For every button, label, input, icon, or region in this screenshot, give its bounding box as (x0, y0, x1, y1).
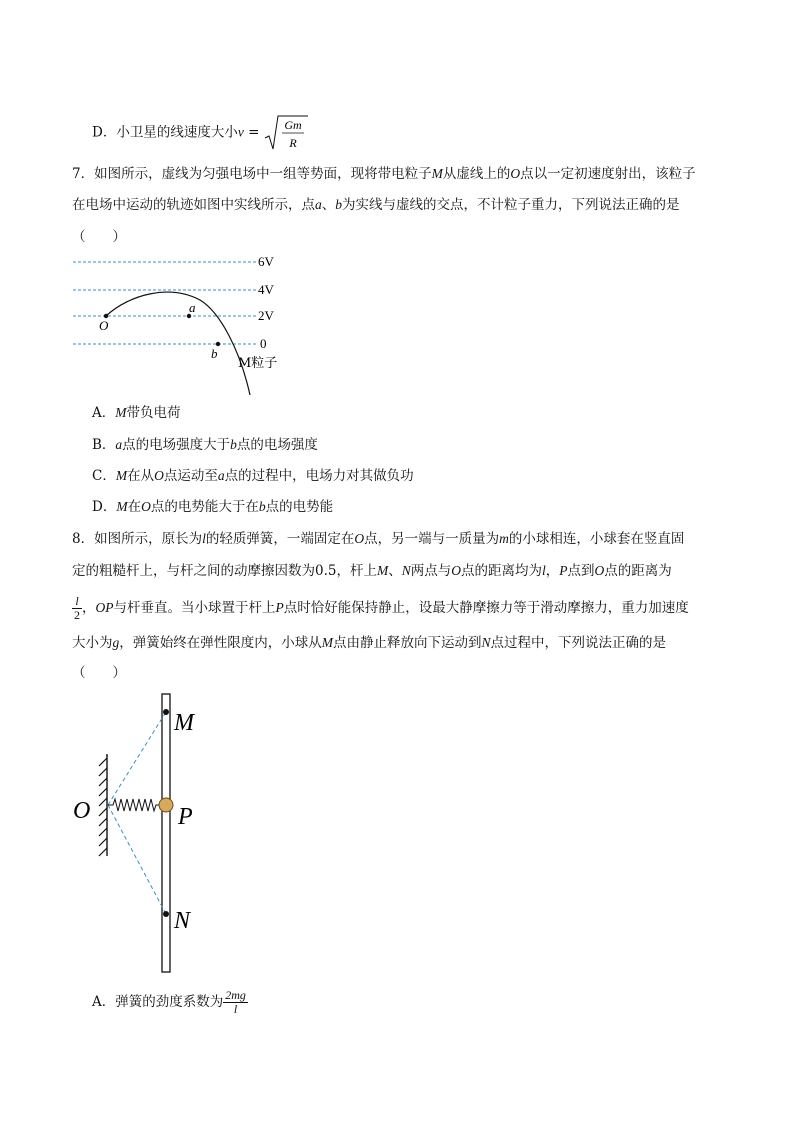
label-o: O (73, 798, 91, 824)
option-prefix: A． (92, 405, 116, 421)
option-text: 点的电势能大于在 (150, 499, 259, 515)
q7-line-1 (72, 165, 696, 183)
option-prefix: B． (92, 437, 116, 453)
q8-line-4 (72, 634, 666, 652)
q6-option-d-label: D．小卫星的线速度大小 (92, 124, 238, 141)
q8-text: 点的距离均为 (461, 563, 542, 579)
q7-text: 为实线与虚线的交点，不计粒子重力，下列说法正确的是 (342, 197, 680, 213)
option-var: a (217, 468, 225, 483)
option-var: a (115, 437, 123, 452)
frac-num: 2mg (225, 988, 246, 1002)
q8-var-n: N (401, 563, 411, 578)
option-var: O (154, 468, 164, 483)
option-text: 点运动至 (163, 468, 218, 484)
q6-frac-den: R (289, 136, 297, 150)
wall-hatch-icon (99, 758, 107, 856)
option-text: 带负电荷 (126, 405, 181, 421)
point-m-dot (163, 709, 169, 715)
dashed-line-om (108, 712, 166, 805)
q8-var-o: O (354, 531, 365, 546)
option-prefix: C． (92, 468, 116, 484)
spring (108, 799, 160, 811)
particle-label: M粒子 (238, 356, 278, 371)
point-b-label: b (211, 346, 218, 361)
q8-var-m: m (499, 531, 509, 546)
ball (159, 798, 173, 812)
q7-var-o: O (510, 166, 521, 181)
option-var: M (115, 468, 128, 483)
point-n-dot (163, 911, 169, 917)
label-p: P (178, 804, 193, 830)
q7-option-d (92, 498, 333, 516)
q8-var-p: P (275, 600, 284, 615)
q8-var-m: M (376, 563, 389, 578)
option-var: M (116, 499, 128, 514)
q8-var-g: g (112, 635, 120, 650)
level-label-0v: 0 (260, 336, 267, 351)
sqrt-sign-icon (264, 114, 308, 152)
dashed-line-on (108, 805, 166, 914)
q8-var-o: O (594, 563, 605, 578)
point-a-label: a (189, 300, 196, 315)
q8-answer-paren: （ ） (72, 665, 126, 681)
label-m: M (174, 710, 194, 736)
q7-option-c (92, 467, 414, 485)
option-text: 点的电场强度 (236, 437, 318, 453)
q8-text: 点，另一端与一质量为 (364, 531, 500, 547)
q7-option-a (92, 404, 181, 422)
q8-text: ，弹簧始终在弹性限度内，小球从 (119, 635, 322, 651)
q8-var-n: N (481, 635, 491, 650)
q7-text: 、 (321, 197, 336, 213)
q8-var-o: O (451, 563, 461, 578)
q6-frac-num: Gm (284, 118, 302, 132)
q7-var-m: M (431, 166, 443, 181)
q8-var-l: l (202, 531, 206, 546)
option-text: 点的过程中，电场力对其做负功 (224, 468, 414, 484)
q8-line-3 (72, 590, 689, 626)
q8-text: 与杆垂直。当小球置于杆上 (113, 600, 276, 616)
q7-figure (70, 250, 300, 400)
q8-figure (70, 690, 230, 980)
q8-text: 的小球相连，小球套在竖直固 (508, 531, 685, 547)
option-text: 点的电势能 (265, 499, 334, 515)
option-var: O (141, 499, 151, 514)
option-text: A．弹簧的劲度系数为 (92, 994, 224, 1010)
level-label-6v: 6V (258, 254, 274, 269)
q7-text: 点以一定初速度射出，该粒子 (520, 166, 696, 182)
option-prefix: D． (92, 499, 117, 515)
q8-var-l: l (542, 563, 546, 578)
label-n: N (174, 908, 191, 934)
q8-text: ， (545, 563, 560, 579)
q8-text: 、 (388, 563, 402, 579)
q6-option-d-eq: = (243, 124, 264, 141)
q8-option-a-fraction (223, 989, 248, 1016)
q6-option-d (92, 114, 308, 152)
q6-option-d-var: v (237, 124, 244, 140)
vertical-rod (162, 694, 170, 972)
q6-sqrt (264, 114, 308, 152)
q8-text: 8．如图所示，原长为 (72, 531, 203, 547)
q8-text: 点到 (567, 563, 595, 579)
q7-line-2 (72, 196, 680, 214)
q7-text: 从虚线上的 (442, 166, 511, 182)
option-var: b (258, 499, 266, 514)
option-var: b (230, 437, 237, 452)
option-text: 在 (127, 499, 142, 515)
q8-var-p: P (559, 563, 568, 578)
q8-text: 定的粗糙杆上，与杆之间的动摩擦因数为 (72, 563, 315, 579)
frac-den: 2 (74, 608, 80, 622)
level-label-2v: 2V (258, 308, 274, 323)
q8-text: 的轻质弹簧，一端固定在 (205, 531, 355, 547)
level-label-4v: 4V (258, 282, 274, 297)
q8-text: 两点与 (410, 563, 452, 579)
point-o-label: O (99, 318, 109, 333)
q8-mu: 0.5 (315, 563, 337, 579)
q8-text: 点由静止释放向下运动到 (333, 635, 482, 651)
option-text: 在从 (127, 468, 155, 484)
option-var: M (115, 405, 127, 420)
q7-var-a: a (315, 197, 322, 212)
q7-text: 在电场中运动的轨迹如图中实线所示，点 (72, 197, 315, 213)
q7-option-b (92, 436, 318, 454)
q8-text: ， (82, 600, 96, 616)
q8-line-2 (72, 562, 672, 580)
q8-text: 点的距离为 (604, 563, 672, 579)
q7-answer-paren: （ ） (72, 229, 126, 245)
q7-text: 7．如图所示，虚线为匀强电场中一组等势面，现将带电粒子 (72, 166, 432, 182)
q8-text: 大小为 (72, 635, 113, 651)
q8-text: ，杆上 (336, 563, 377, 579)
frac-den: l (233, 1002, 238, 1016)
q8-var-op: OP (95, 600, 114, 615)
q8-var-m: M (321, 635, 333, 650)
q7-var-b: b (335, 197, 342, 212)
option-text: 点的电场强度大于 (122, 437, 231, 453)
q8-option-a (92, 984, 248, 1020)
q8-text: 点过程中，下列说法正确的是 (490, 635, 667, 651)
q8-fraction-l-over-2 (72, 595, 82, 622)
frac-num: l (72, 595, 82, 609)
q8-line-1 (72, 530, 684, 548)
q8-text: 点时恰好能保持静止，设最大静摩擦力等于滑动摩擦力，重力加速度 (283, 600, 689, 616)
